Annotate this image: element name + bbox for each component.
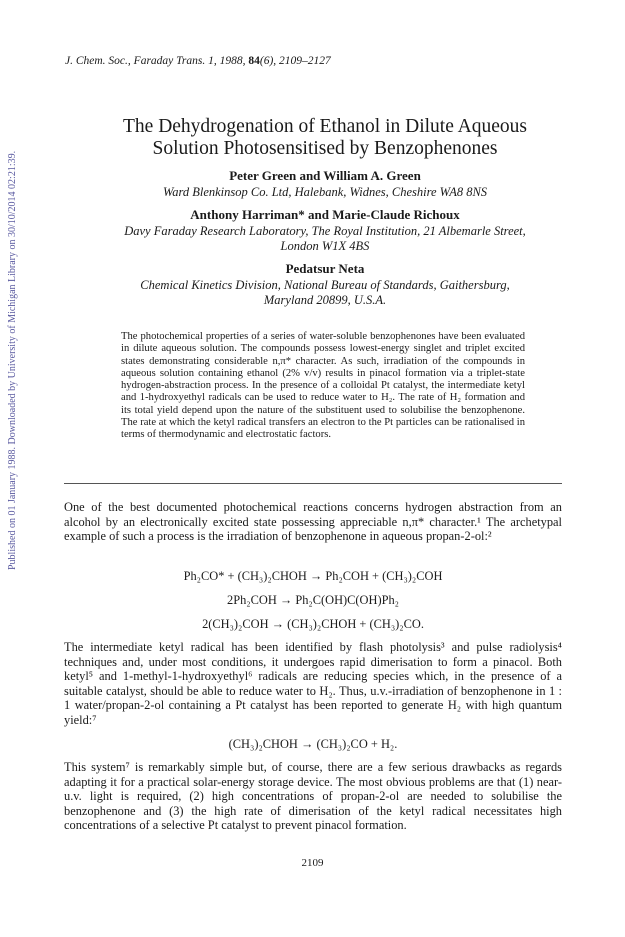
equation-3: 2(CH₃)₂COH → (CH₃)₂CHOH + (CH₃)₂CO. xyxy=(202,617,424,631)
affiliation-3 xyxy=(55,278,595,308)
title-line-1: The Dehydrogenation of Ethanol in Dilute Aqueous xyxy=(123,116,527,137)
equation-1: Ph₂CO* + (CH₃)₂CHOH → Ph₂COH + (CH₃)₂COH xyxy=(183,569,443,583)
journal-citation xyxy=(65,55,331,67)
equation-4: (CH₃)₂CHOH → (CH₃)₂CO + H₂. xyxy=(228,737,398,751)
equation-2: 2Ph₂COH → Ph₂C(OH)C(OH)Ph₂ xyxy=(227,593,399,607)
affiliation-3-line-1: Chemical Kinetics Division, National Bureau of Standards, Gaithersburg, xyxy=(140,278,510,292)
title-line-2: Solution Photosensitised by Benzophenones xyxy=(152,138,498,159)
affiliation-3-line-2: Maryland 20899, U.S.A. xyxy=(263,293,387,307)
intro-paragraph-2: The intermediate ketyl radical has been identified by flash photolysis³ and pulse radiolysis⁴ techniques and, under most conditions, it undergoes rapid dimerisation to form a pinacol. Both ketyl⁵ and 1-methyl-1-hydroxyethyl⁶ radicals are reducing species which, in the presence of a suitable catalyst, should be able to reduce water to H₂. Thus, u.v.-irradiation of benzophenone in 1 : 1 water/propan-2-ol containing a Pt catalyst has been reported to generate H₂ with high quantum yield:⁷ xyxy=(64,640,562,727)
affiliation-1: Ward Blenkinsop Co. Ltd, Halebank, Widnes, Cheshire WA8 8NS xyxy=(162,185,488,199)
affiliation-2-line-1: Davy Faraday Research Laboratory, The Royal Institution, 21 Albemarle Street, xyxy=(124,224,526,238)
author-group-3: Pedatsur Neta xyxy=(285,261,365,276)
journal-name: J. Chem. Soc., Faraday Trans. 1, xyxy=(65,55,217,67)
journal-volume: 84 xyxy=(248,55,260,67)
page-number: 2109 xyxy=(301,857,324,869)
affiliation-2-line-2: London W1X 4BS xyxy=(280,239,370,253)
intro-paragraph-3: This system⁷ is remarkably simple but, of course, there are a few serious drawbacks as regards adapting it for a practical solar-energy storage device. The most obvious problems are that (1) near-u.v. light is required, (2) high concentrations of propan-2-ol are needed to solubilise the benzophenone and (3) the high rate of dimerisation of the ketyl radical necessitates high concentrations of a selective Pt catalyst to prevent pinacol formation. xyxy=(64,760,562,833)
intro-paragraph-1: One of the best documented photochemical reactions concerns hydrogen abstraction from an alcohol by an electronically excited state possessing appreciable n,π* character.¹ The archetypal example of such a process is the irradiation of benzophenone in aqueous propan-2-ol:² xyxy=(64,500,562,544)
author-group-2: Anthony Harriman* and Marie-Claude Richoux xyxy=(190,207,460,222)
affiliation-2 xyxy=(55,224,595,254)
paper-title xyxy=(70,116,580,160)
journal-pages: (6), 2109–2127 xyxy=(259,55,331,67)
download-watermark: Published on 01 January 1988. Downloaded by University of Michigan Library on 30/10/2014 02:21:39. xyxy=(7,150,18,570)
section-divider xyxy=(64,483,562,484)
journal-year: 1988, xyxy=(219,55,246,67)
author-group-1: Peter Green and William A. Green xyxy=(229,168,421,183)
abstract: The photochemical properties of a series of water-soluble benzophenones have been evaluated in dilute aqueous solution. The compounds possess lowest-energy singlet and triplet excited states demonstrating considerable n,π* character. As such, irradiation of the compounds in aqueous solution containing ethanol (2% v/v) results in pinacol formation via a triplet-state hydrogen-abstraction process. In the presence of a colloidal Pt catalyst, the intermediate ketyl and 1-hydroxyethyl radicals can be used to reduce water to H₂. The rate of H₂ formation and its total yield depend upon the nature of the substituent used to solubilise the benzophenone. The rate at which the ketyl radical transfers an electron to the Pt particles can be rationalised in terms of thermodynamic and electrostatic factors. xyxy=(121,331,525,441)
